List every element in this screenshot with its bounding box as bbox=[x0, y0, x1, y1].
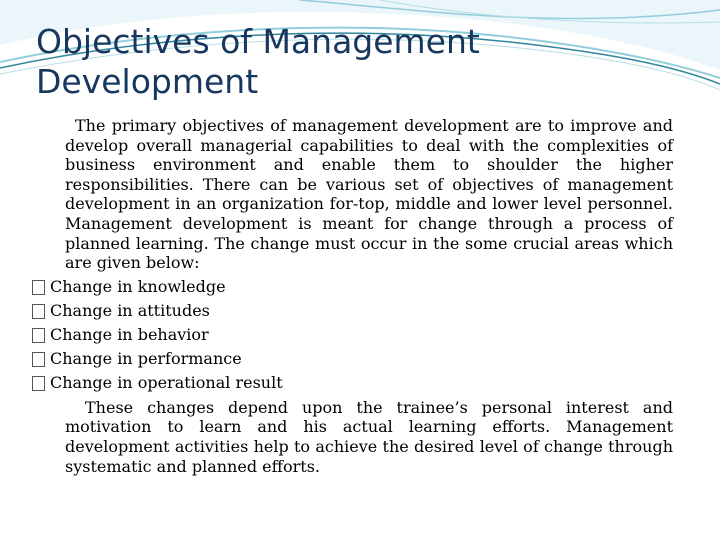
slide-title-line-1: Objectives of Management bbox=[36, 22, 480, 61]
slide-title-line-2: Development bbox=[36, 62, 259, 102]
missing-glyph-box-icon bbox=[32, 352, 45, 367]
intro-paragraph: The primary objectives of management development are to improve and develop overall managerial capabilities to deal with the complexities of business environment and enable them to shoulder the higher responsibilities. There can be various set of objectives of management development in an organization for-top, middle and lower level personnel. Management development is meant for change through a process of planned learning. The change must occur in the some crucial areas which are given below: bbox=[65, 116, 673, 273]
list-item bbox=[32, 275, 673, 299]
list-item-text: Change in knowledge bbox=[50, 276, 226, 296]
list-item-text: Change in operational result bbox=[50, 372, 283, 392]
list-item-text: Change in attitudes bbox=[50, 300, 210, 320]
missing-glyph-box-icon bbox=[32, 328, 45, 343]
missing-glyph-box-icon bbox=[32, 280, 45, 295]
list-item-text: Change in behavior bbox=[50, 324, 209, 344]
slide-body bbox=[50, 116, 673, 476]
list-item bbox=[32, 299, 673, 323]
missing-glyph-box-icon bbox=[32, 376, 45, 391]
list-item bbox=[32, 371, 673, 395]
list-item bbox=[32, 347, 673, 371]
missing-glyph-box-icon bbox=[32, 304, 45, 319]
objectives-list bbox=[32, 275, 673, 395]
list-item bbox=[32, 323, 673, 347]
slide-title bbox=[36, 22, 596, 103]
conclusion-paragraph: These changes depend upon the trainee’s personal interest and motivation to learn and his actual learning efforts. Management development activities help to achieve the desired level of change through systematic and planned efforts. bbox=[65, 397, 673, 476]
list-item-text: Change in performance bbox=[50, 348, 242, 368]
